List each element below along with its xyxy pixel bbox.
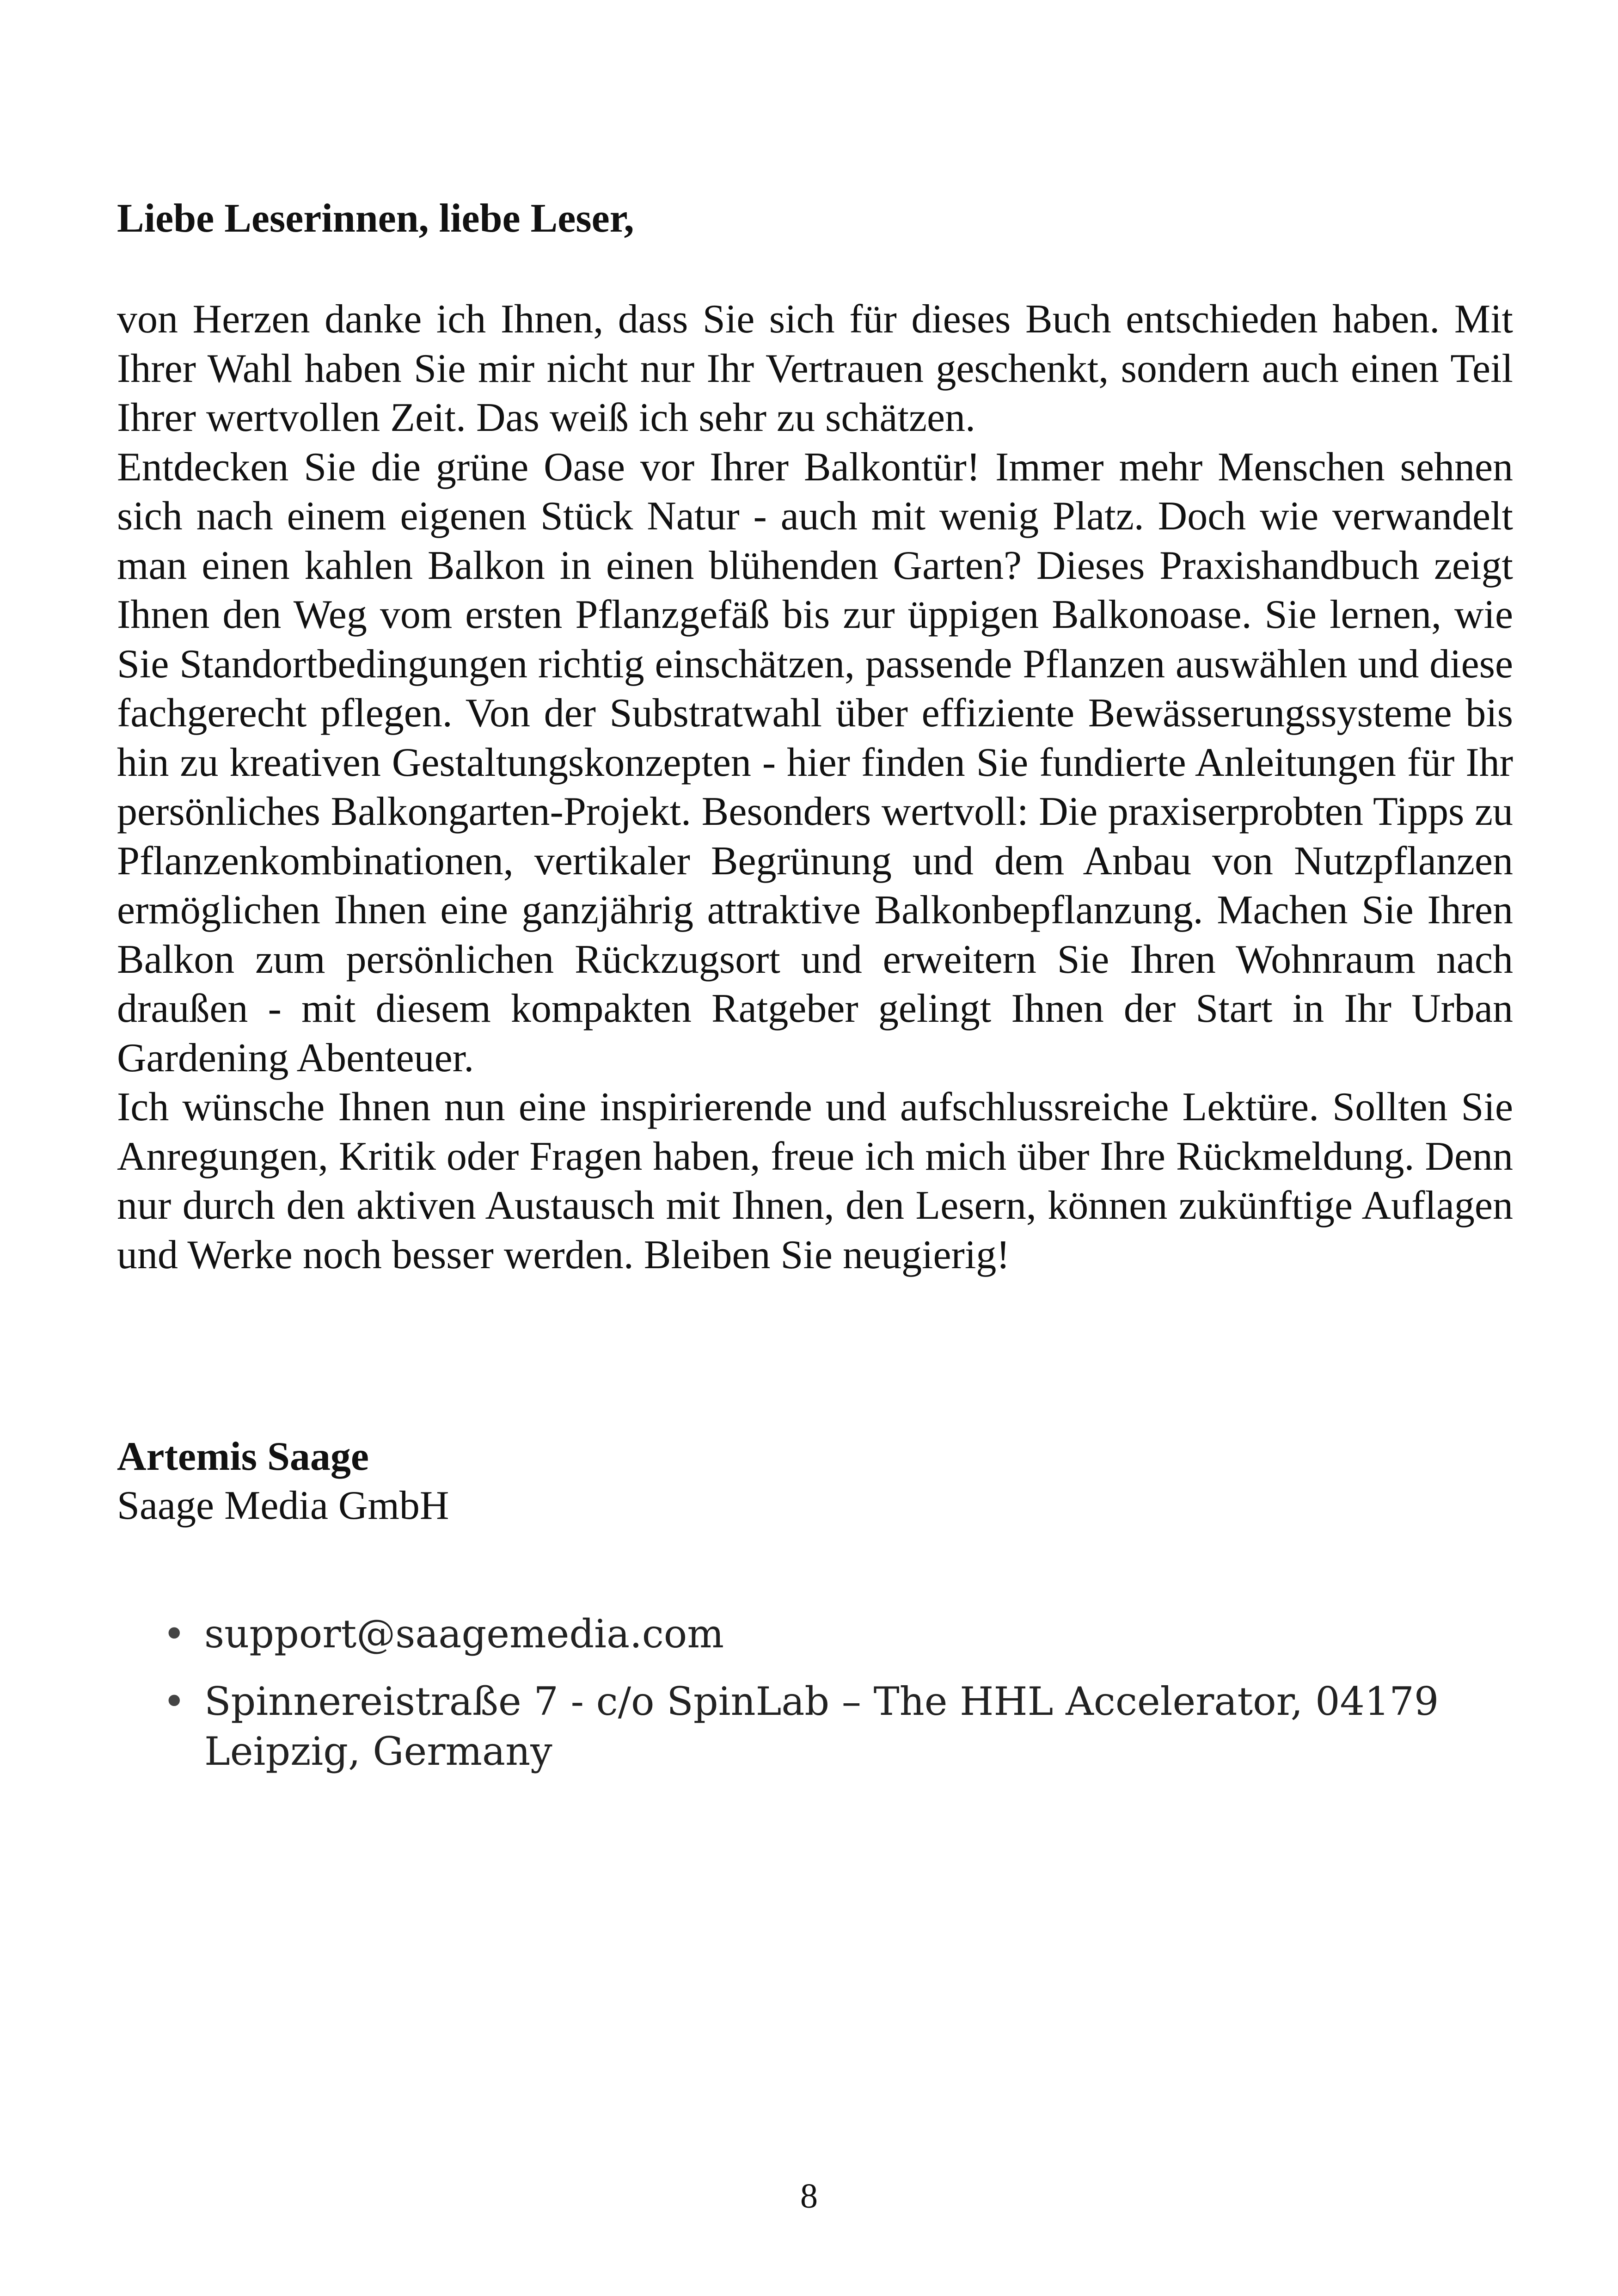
bullet-icon: • [163,1611,186,1657]
contact-address: Spinnereistraße 7 - c/o SpinLab – The HHL Accelerator, 04179 Leipzig, Germany [204,1679,1439,1774]
contact-item-email [153,1609,1493,1659]
greeting-heading: Liebe Leserinnen, liebe Leser, [117,196,634,241]
bullet-icon: • [163,1679,186,1724]
author-name: Artemis Saage [117,1434,369,1479]
contact-list [153,1609,1493,1794]
signature-block [117,1432,1504,1530]
letter-body [117,295,1513,1280]
page-number: 8 [800,2177,818,2216]
paragraph-closing: Ich wünsche Ihnen nun eine inspirierende und aufschlussreiche Lektüre. Sollten Sie Anregungen, Kritik oder Fragen haben, freue ich mich über Ihre Rückmeldung. Denn nur durch den aktiven Austausch mit Ihnen, den Lesern, können zukünftige Auflagen und Werke noch besser werden. Bleiben Sie neugierig! [117,1085,1513,1277]
contact-item-address [153,1676,1493,1776]
contact-email[interactable]: support@saagemedia.com [204,1611,724,1657]
company-name: Saage Media GmbH [117,1483,449,1528]
paragraph-thanks: von Herzen danke ich Ihnen, dass Sie sich für dieses Buch entschieden haben. Mit Ihrer Wahl haben Sie mir nicht nur Ihr Vertrauen geschenkt, sondern auch einen Teil Ihrer wertvollen Zeit. Das weiß ich sehr zu schätzen. [117,297,1513,440]
paragraph-book-description: Entdecken Sie die grüne Oase vor Ihrer Balkontür! Immer mehr Menschen sehnen sich nach einem eigenen Stück Natur - auch mit wenig Platz. Doch wie verwandelt man einen kahlen Balkon in einen blühenden Garten? Dieses Praxishandbuch zeigt Ihnen den Weg vom ersten Pflanzgefäß bis zur üppigen Balkonoase. Sie lernen, wie Sie Standortbedingungen richtig einschätzen, passende Pflanzen auswählen und diese fachgerecht pflegen. Von der Substratwahl über effiziente Bewässerungssysteme bis hin zu kreativen Gestaltungskonzepten - hier finden Sie fundierte Anleitungen für Ihr persönliches Balkongarten-Projekt. Besonders wertvoll: Die praxiserprobten Tipps zu Pflanzenkombinationen, vertikaler Begrünung und dem Anbau von Nutzpflanzen ermöglichen Ihnen eine ganzjährig attraktive Balkonbepflanzung. Machen Sie Ihren Balkon zum persönlichen Rückzugsort und erweitern Sie Ihren Wohnraum nach draußen - mit diesem kompakten Ratgeber gelingt Ihnen der Start in Ihr Urban Gardening Abenteuer. [117,444,1513,1080]
